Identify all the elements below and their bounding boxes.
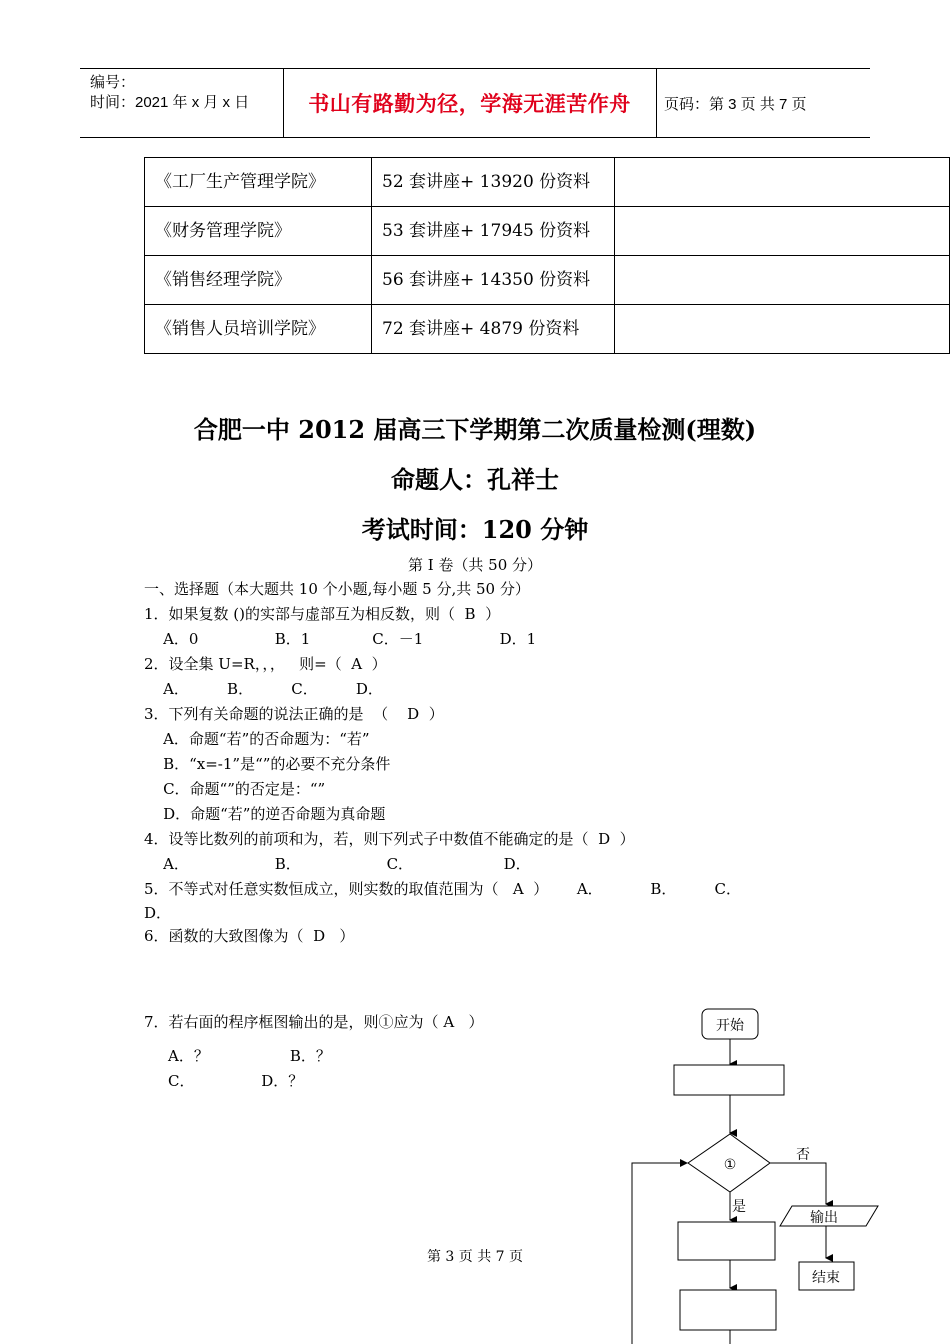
process-box xyxy=(674,1065,784,1095)
process-box xyxy=(680,1290,776,1330)
resource-name: 《财务管理学院》 xyxy=(145,207,372,256)
question-options: B．“x=-1”是“”的必要不充分条件 xyxy=(144,755,391,773)
page-header xyxy=(80,68,870,138)
output-label: 输出 xyxy=(810,1210,838,1226)
question-options: C．命题“”的否定是：“” xyxy=(144,780,326,798)
header-page-info: 页码：第 3 页 共 7 页 xyxy=(664,95,807,113)
resource-extra xyxy=(615,207,950,256)
program-flowchart xyxy=(620,1000,890,1344)
resource-desc: 53 套讲座+ 17945 份资料 xyxy=(372,207,615,256)
question-line: 6．函数的大致图像为（ D ） xyxy=(144,927,355,945)
question-options: A．0 B．1 C．－1 D．1 xyxy=(144,630,537,648)
question-line: 4．设等比数列的前项和为，若，则下列式子中数值不能确定的是（ D ） xyxy=(144,830,635,848)
table-row xyxy=(145,207,950,256)
exam-author: 命题人：孔祥士 xyxy=(391,465,559,494)
table-row xyxy=(145,158,950,207)
section-heading: 一、选择题（本大题共 10 个小题,每小题 5 分,共 50 分） xyxy=(144,580,530,598)
resource-desc: 56 套讲座+ 14350 份资料 xyxy=(372,256,615,305)
question-options: C． D．？ xyxy=(168,1072,304,1090)
question-line: 5．不等式对任意实数恒成立，则实数的取值范围为（ A ） A． B． C． xyxy=(144,880,741,898)
yes-label: 是 xyxy=(732,1199,746,1215)
question-options: A．？ B．？ xyxy=(168,1047,331,1065)
question-line: 2．设全集 U=R，，， 则=（ A ） xyxy=(144,655,387,673)
question-line: 3．下列有关命题的说法正确的是 （ D ） xyxy=(144,705,444,723)
resource-name: 《销售人员培训学院》 xyxy=(145,305,372,354)
resource-desc: 72 套讲座+ 4879 份资料 xyxy=(372,305,615,354)
flow-arrow xyxy=(770,1163,826,1204)
page-footer: 第 3 页 共 7 页 xyxy=(426,1249,524,1265)
volume-heading: 第 I 卷（共 50 分） xyxy=(407,556,543,574)
resource-desc: 52 套讲座+ 13920 份资料 xyxy=(372,158,615,207)
resource-extra xyxy=(615,256,950,305)
table-row xyxy=(145,256,950,305)
resource-name: 《工厂生产管理学院》 xyxy=(145,158,372,207)
question-options: A． B． C． D． xyxy=(144,680,383,698)
resource-table xyxy=(144,157,950,354)
decision-label: ① xyxy=(723,1157,737,1173)
resource-extra xyxy=(615,305,950,354)
number-label: 编号： xyxy=(90,74,136,91)
question-line: 7．若右面的程序框图输出的是，则①应为（ A ） xyxy=(144,1013,484,1031)
no-label: 否 xyxy=(796,1147,810,1163)
question-options: D．命题“若”的逆否命题为真命题 xyxy=(144,805,386,823)
table-row xyxy=(145,305,950,354)
start-label: 开始 xyxy=(716,1018,744,1034)
header-motto: 书山有路勤为径，学海无涯苦作舟 xyxy=(308,92,631,116)
exam-duration: 考试时间：120 分钟 xyxy=(361,515,589,544)
question-options: D． xyxy=(144,904,172,922)
question-line: 1．如果复数 ()的实部与虚部互为相反数，则（ B ） xyxy=(144,605,501,623)
resource-name: 《销售经理学院》 xyxy=(145,256,372,305)
loop-arrowhead xyxy=(680,1159,688,1167)
header-divider xyxy=(656,69,657,137)
time-label: 时间：2021 年 x 月 x 日 xyxy=(90,94,250,111)
end-label: 结束 xyxy=(812,1270,840,1286)
question-options: A． B． C． D． xyxy=(144,855,531,873)
header-meta xyxy=(90,73,249,113)
question-options: A．命题“若”的否命题为：“若” xyxy=(144,730,370,748)
exam-title: 合肥一中 2012 届高三下学期第二次质量检测(理数) xyxy=(193,415,757,444)
resource-extra xyxy=(615,158,950,207)
